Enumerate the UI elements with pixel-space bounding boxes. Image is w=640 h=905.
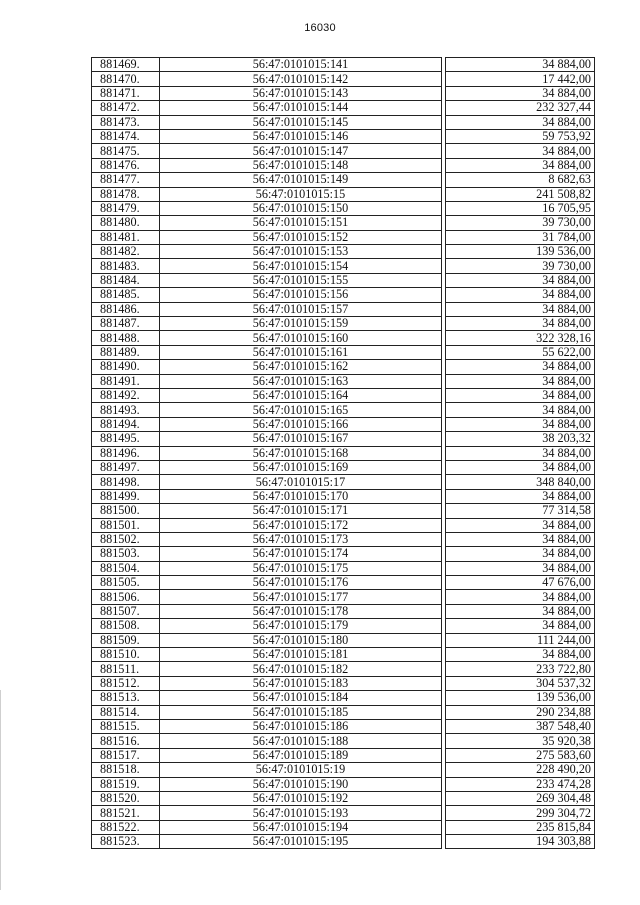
cadastral-value-cell: 34 884,00 [446,360,595,374]
table-row [92,576,595,590]
cadastral-number-cell: 56:47:0101015:172 [160,518,442,532]
cadastral-value-cell: 348 840,00 [446,475,595,489]
table-row [92,374,595,388]
cadastral-number-cell: 56:47:0101015:185 [160,705,442,719]
row-number-cell: 881511. [92,662,160,676]
cadastral-value-cell: 275 583,60 [446,748,595,762]
cadastral-value-cell: 111 244,00 [446,633,595,647]
table-row [92,245,595,259]
cadastral-number-cell: 56:47:0101015:174 [160,547,442,561]
cadastral-value-cell: 34 884,00 [446,417,595,431]
cadastral-number-cell: 56:47:0101015:161 [160,345,442,359]
table-row [92,417,595,431]
table-row [92,432,595,446]
cadastral-number-cell: 56:47:0101015:147 [160,144,442,158]
cadastral-value-cell: 228 490,20 [446,763,595,777]
row-number-cell: 881489. [92,345,160,359]
cadastral-number-cell: 56:47:0101015:164 [160,388,442,402]
cadastral-value-cell: 34 884,00 [446,273,595,287]
cadastral-value-cell: 55 622,00 [446,345,595,359]
row-number-cell: 881497. [92,460,160,474]
row-number-cell: 881512. [92,676,160,690]
cadastral-number-cell: 56:47:0101015:193 [160,806,442,820]
cadastral-number-cell: 56:47:0101015:153 [160,245,442,259]
table-row [92,835,595,849]
table-row [92,259,595,273]
cadastral-value-cell: 34 884,00 [446,288,595,302]
cadastral-number-cell: 56:47:0101015:195 [160,835,442,849]
cadastral-value-cell: 139 536,00 [446,691,595,705]
row-number-cell: 881492. [92,388,160,402]
cadastral-number-cell: 56:47:0101015:144 [160,101,442,115]
row-number-cell: 881475. [92,144,160,158]
table-row [92,129,595,143]
cadastral-number-cell: 56:47:0101015:166 [160,417,442,431]
cadastral-value-cell: 34 884,00 [446,58,595,72]
row-number-cell: 881522. [92,820,160,834]
cadastral-number-cell: 56:47:0101015:157 [160,302,442,316]
cadastral-number-cell: 56:47:0101015:186 [160,719,442,733]
cadastral-value-table [91,57,595,849]
cadastral-number-cell: 56:47:0101015:145 [160,115,442,129]
cadastral-number-cell: 56:47:0101015:194 [160,820,442,834]
cadastral-number-cell: 56:47:0101015:159 [160,317,442,331]
table-row [92,101,595,115]
row-number-cell: 881470. [92,72,160,86]
cadastral-value-cell: 139 536,00 [446,245,595,259]
table-row [92,230,595,244]
cadastral-value-cell: 8 682,63 [446,173,595,187]
cadastral-value-cell: 34 884,00 [446,590,595,604]
table-row [92,489,595,503]
cadastral-value-cell: 290 234,88 [446,705,595,719]
table-row [92,460,595,474]
cadastral-value-cell: 232 327,44 [446,101,595,115]
table-row [92,806,595,820]
table-row [92,302,595,316]
table-row [92,388,595,402]
cadastral-number-cell: 56:47:0101015:181 [160,648,442,662]
cadastral-number-cell: 56:47:0101015:180 [160,633,442,647]
row-number-cell: 881501. [92,518,160,532]
row-number-cell: 881499. [92,489,160,503]
row-number-cell: 881514. [92,705,160,719]
row-number-cell: 881508. [92,619,160,633]
cadastral-value-cell: 233 474,28 [446,777,595,791]
cadastral-number-cell: 56:47:0101015:179 [160,619,442,633]
cadastral-number-cell: 56:47:0101015:19 [160,763,442,777]
row-number-cell: 881506. [92,590,160,604]
cadastral-number-cell: 56:47:0101015:163 [160,374,442,388]
cadastral-number-cell: 56:47:0101015:188 [160,734,442,748]
table-row [92,58,595,72]
row-number-cell: 881481. [92,230,160,244]
row-number-cell: 881515. [92,719,160,733]
row-number-cell: 881477. [92,173,160,187]
row-number-cell: 881500. [92,504,160,518]
cadastral-value-cell: 304 537,32 [446,676,595,690]
row-number-cell: 881488. [92,331,160,345]
row-number-cell: 881474. [92,129,160,143]
row-number-cell: 881521. [92,806,160,820]
row-number-cell: 881469. [92,58,160,72]
row-number-cell: 881496. [92,446,160,460]
cadastral-value-cell: 34 884,00 [446,403,595,417]
cadastral-value-cell: 235 815,84 [446,820,595,834]
cadastral-value-cell: 16 705,95 [446,201,595,215]
table-row [92,648,595,662]
cadastral-number-cell: 56:47:0101015:160 [160,331,442,345]
row-number-cell: 881504. [92,561,160,575]
table-row [92,590,595,604]
row-number-cell: 881498. [92,475,160,489]
table-row [92,360,595,374]
cadastral-value-cell: 194 303,88 [446,835,595,849]
table-row [92,216,595,230]
cadastral-value-cell: 31 784,00 [446,230,595,244]
cadastral-value-cell: 34 884,00 [446,374,595,388]
table-row [92,532,595,546]
row-number-cell: 881519. [92,777,160,791]
cadastral-number-cell: 56:47:0101015:143 [160,86,442,100]
row-number-cell: 881483. [92,259,160,273]
row-number-cell: 881471. [92,86,160,100]
table-row [92,561,595,575]
cadastral-value-cell: 34 884,00 [446,604,595,618]
table-row [92,201,595,215]
row-number-cell: 881482. [92,245,160,259]
cadastral-value-cell: 34 884,00 [446,648,595,662]
cadastral-value-cell: 47 676,00 [446,576,595,590]
table-row [92,734,595,748]
table-row [92,633,595,647]
cadastral-number-cell: 56:47:0101015:155 [160,273,442,287]
row-number-cell: 881478. [92,187,160,201]
cadastral-number-cell: 56:47:0101015:146 [160,129,442,143]
table-row [92,604,595,618]
cadastral-value-cell: 39 730,00 [446,216,595,230]
cadastral-number-cell: 56:47:0101015:149 [160,173,442,187]
table-row [92,820,595,834]
table-row [92,331,595,345]
table-row [92,273,595,287]
cadastral-number-cell: 56:47:0101015:173 [160,532,442,546]
table-row [92,173,595,187]
cadastral-value-cell: 34 884,00 [446,302,595,316]
cadastral-number-cell: 56:47:0101015:190 [160,777,442,791]
table-row [92,748,595,762]
row-number-cell: 881480. [92,216,160,230]
table-row [92,72,595,86]
row-number-cell: 881493. [92,403,160,417]
cadastral-number-cell: 56:47:0101015:17 [160,475,442,489]
cadastral-number-cell: 56:47:0101015:15 [160,187,442,201]
cadastral-number-cell: 56:47:0101015:152 [160,230,442,244]
table-row [92,475,595,489]
cadastral-number-cell: 56:47:0101015:182 [160,662,442,676]
cadastral-number-cell: 56:47:0101015:154 [160,259,442,273]
cadastral-value-cell: 34 884,00 [446,619,595,633]
row-number-cell: 881473. [92,115,160,129]
cadastral-number-cell: 56:47:0101015:171 [160,504,442,518]
row-number-cell: 881476. [92,158,160,172]
cadastral-number-cell: 56:47:0101015:162 [160,360,442,374]
row-number-cell: 881485. [92,288,160,302]
row-number-cell: 881509. [92,633,160,647]
row-number-cell: 881503. [92,547,160,561]
table-row [92,705,595,719]
cadastral-value-cell: 34 884,00 [446,115,595,129]
cadastral-value-cell: 34 884,00 [446,86,595,100]
cadastral-number-cell: 56:47:0101015:151 [160,216,442,230]
row-number-cell: 881491. [92,374,160,388]
cadastral-value-cell: 34 884,00 [446,547,595,561]
cadastral-number-cell: 56:47:0101015:192 [160,791,442,805]
cadastral-value-cell: 34 884,00 [446,460,595,474]
row-number-cell: 881479. [92,201,160,215]
cadastral-number-cell: 56:47:0101015:150 [160,201,442,215]
row-number-cell: 881484. [92,273,160,287]
table-row [92,763,595,777]
cadastral-number-cell: 56:47:0101015:189 [160,748,442,762]
table-row [92,187,595,201]
cadastral-number-cell: 56:47:0101015:178 [160,604,442,618]
table-row [92,144,595,158]
table-row [92,619,595,633]
scan-edge-mark [0,690,1,890]
cadastral-number-cell: 56:47:0101015:177 [160,590,442,604]
cadastral-value-cell: 17 442,00 [446,72,595,86]
cadastral-number-cell: 56:47:0101015:165 [160,403,442,417]
cadastral-number-cell: 56:47:0101015:183 [160,676,442,690]
row-number-cell: 881472. [92,101,160,115]
table-row [92,86,595,100]
cadastral-number-cell: 56:47:0101015:169 [160,460,442,474]
cadastral-value-cell: 34 884,00 [446,446,595,460]
cadastral-value-cell: 77 314,58 [446,504,595,518]
row-number-cell: 881494. [92,417,160,431]
cadastral-value-cell: 299 304,72 [446,806,595,820]
row-number-cell: 881487. [92,317,160,331]
row-number-cell: 881520. [92,791,160,805]
table-row [92,158,595,172]
table-row [92,791,595,805]
table-row [92,518,595,532]
cadastral-value-cell: 34 884,00 [446,489,595,503]
table-row [92,504,595,518]
row-number-cell: 881523. [92,835,160,849]
row-number-cell: 881513. [92,691,160,705]
table-row [92,446,595,460]
cadastral-value-cell: 322 328,16 [446,331,595,345]
cadastral-value-cell: 38 203,32 [446,432,595,446]
cadastral-number-cell: 56:47:0101015:176 [160,576,442,590]
cadastral-number-cell: 56:47:0101015:167 [160,432,442,446]
table-row [92,691,595,705]
cadastral-number-cell: 56:47:0101015:168 [160,446,442,460]
row-number-cell: 881502. [92,532,160,546]
row-number-cell: 881486. [92,302,160,316]
page-number: 16030 [304,22,336,34]
cadastral-number-cell: 56:47:0101015:148 [160,158,442,172]
cadastral-value-cell: 34 884,00 [446,317,595,331]
cadastral-number-cell: 56:47:0101015:175 [160,561,442,575]
row-number-cell: 881507. [92,604,160,618]
row-number-cell: 881510. [92,648,160,662]
table-row [92,676,595,690]
row-number-cell: 881518. [92,763,160,777]
cadastral-value-cell: 59 753,92 [446,129,595,143]
cadastral-number-cell: 56:47:0101015:184 [160,691,442,705]
row-number-cell: 881495. [92,432,160,446]
cadastral-number-cell: 56:47:0101015:142 [160,72,442,86]
table-body [92,58,595,849]
table-row [92,317,595,331]
table-row [92,288,595,302]
cadastral-value-cell: 34 884,00 [446,518,595,532]
cadastral-value-cell: 387 548,40 [446,719,595,733]
cadastral-number-cell: 56:47:0101015:156 [160,288,442,302]
cadastral-number-cell: 56:47:0101015:141 [160,58,442,72]
cadastral-number-cell: 56:47:0101015:170 [160,489,442,503]
cadastral-value-cell: 241 508,82 [446,187,595,201]
cadastral-value-cell: 34 884,00 [446,158,595,172]
cadastral-value-cell: 39 730,00 [446,259,595,273]
row-number-cell: 881490. [92,360,160,374]
cadastral-value-cell: 34 884,00 [446,561,595,575]
cadastral-value-cell: 233 722,80 [446,662,595,676]
table-row [92,115,595,129]
cadastral-value-cell: 34 884,00 [446,144,595,158]
table-row [92,719,595,733]
table-row [92,662,595,676]
table-row [92,403,595,417]
row-number-cell: 881505. [92,576,160,590]
table-row [92,547,595,561]
table-row [92,345,595,359]
row-number-cell: 881517. [92,748,160,762]
row-number-cell: 881516. [92,734,160,748]
cadastral-value-cell: 269 304,48 [446,791,595,805]
cadastral-value-cell: 34 884,00 [446,388,595,402]
table-row [92,777,595,791]
cadastral-value-cell: 35 920,38 [446,734,595,748]
cadastral-value-cell: 34 884,00 [446,532,595,546]
